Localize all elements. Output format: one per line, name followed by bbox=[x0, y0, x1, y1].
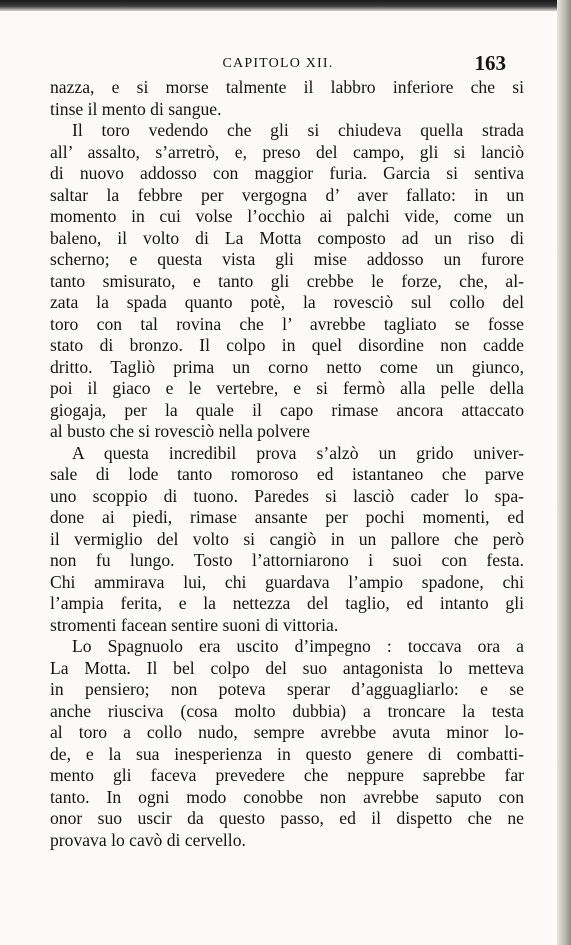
text-line: momento in cui volse l’occhio ai palchi vide, come un bbox=[50, 206, 524, 226]
text-line: tanto. In ogni modo conobbe non avrebbe saputo con bbox=[50, 786, 524, 807]
text-line: tanto smisurato, e tanto gli crebbe le forze, che, al- bbox=[50, 270, 524, 291]
text-line: scherno; e questa vista gli mise addosso un furore bbox=[50, 249, 524, 269]
text-line: de, e la sua inesperienza in questo genere di combatti- bbox=[50, 743, 524, 764]
text-line: stromenti facean sentire suoni di vittoria. bbox=[50, 614, 339, 635]
scan-top-edge bbox=[0, 0, 571, 11]
text-line: di nuovo addosso con maggior furia. Garcia si sentiva bbox=[50, 163, 524, 183]
text-line: dritto. Tagliò prima un corno netto come un giunco, bbox=[50, 356, 524, 377]
chapter-heading: CAPITOLO XII. bbox=[222, 56, 334, 71]
text-line: A questa incredibil prova s’alzò un grido univer- bbox=[72, 442, 524, 463]
text-line: tinse il mento di sangue. bbox=[50, 98, 222, 119]
text-line: anche riusciva (cosa molto dubbia) a troncare la testa bbox=[50, 700, 524, 721]
running-head bbox=[50, 51, 506, 75]
paragraph bbox=[50, 636, 524, 851]
text-line: done ai piedi, rimase ansante per pochi momenti, ed bbox=[50, 507, 524, 527]
text-line: nazza, e si morse talmente il labbro inferiore che si bbox=[50, 77, 524, 97]
paragraph bbox=[50, 120, 524, 443]
text-line: saltar la febbre per vergogna d’ aver fallato: in un bbox=[50, 184, 524, 205]
text-line: l’ampia ferita, e la nettezza del taglio, ed intanto gli bbox=[50, 593, 524, 613]
text-line: Il toro vedendo che gli si chiudeva quella strada bbox=[72, 120, 524, 140]
text-line: zata la spada quanto potè, la rovesciò sul collo del bbox=[50, 292, 524, 312]
text-line: provava lo cavò di cervello. bbox=[50, 829, 246, 850]
text-line: La Motta. Il bel colpo del suo antagonista lo metteva bbox=[50, 657, 524, 678]
text-line: Chi ammirava lui, chi guardava l’ampio spadone, chi bbox=[50, 571, 524, 592]
body-text bbox=[50, 77, 524, 851]
paragraph bbox=[50, 443, 524, 637]
text-line: al busto che si rovesciò nella polvere bbox=[50, 421, 310, 441]
text-line: all’ assalto, s’arretrò, e, preso del campo, gli si lanciò bbox=[50, 141, 524, 162]
text-line: mento gli faceva prevedere che neppure saprebbe far bbox=[50, 765, 524, 785]
text-line: toro con tal rovina che l’ avrebbe tagliato se fosse bbox=[50, 313, 524, 334]
text-line: onor suo uscir da questo passo, ed il dispetto che ne bbox=[50, 808, 524, 828]
text-line: in pensiero; non poteva sperar d’agguagliarlo: e se bbox=[50, 679, 524, 699]
text-line: baleno, il volto di La Motta composto ad un riso di bbox=[50, 227, 524, 248]
text-line: poi il giaco e le vertebre, e si fermò alla pelle della bbox=[50, 378, 524, 398]
text-line: Lo Spagnuolo era uscito d’impegno : toccava ora a bbox=[72, 636, 524, 656]
scan-right-edge bbox=[557, 0, 571, 945]
paragraph bbox=[50, 77, 524, 120]
text-line: al toro a collo nudo, sempre avrebbe avuta minor lo- bbox=[50, 722, 524, 742]
text-line: il vermiglio del volto si cangiò in un pallore che però bbox=[50, 528, 524, 549]
text-line: uno scoppio di tuono. Paredes si lasciò cader lo spa- bbox=[50, 485, 524, 506]
text-line: stato di bronzo. Il colpo in quel disordine non cadde bbox=[50, 335, 524, 355]
text-line: giogaja, per la quale il capo rimase ancora attaccato bbox=[50, 399, 524, 420]
text-line: sale di lode tanto romoroso ed istantaneo che parve bbox=[50, 464, 524, 484]
text-line: non fu lungo. Tosto l’attorniarono i suoi con festa. bbox=[50, 550, 524, 570]
page-number: 163 bbox=[474, 51, 506, 75]
